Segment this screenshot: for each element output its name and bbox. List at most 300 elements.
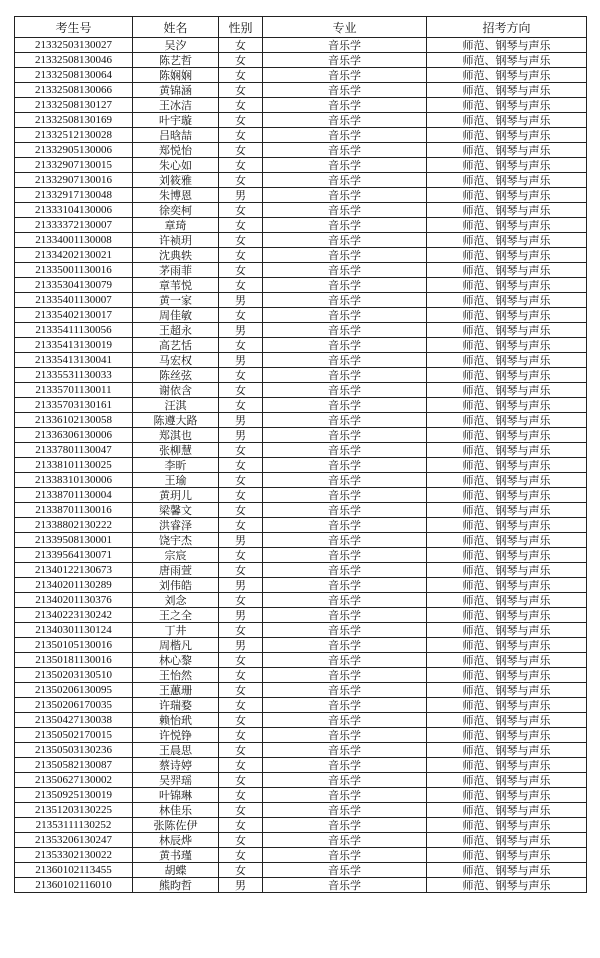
- gender-cell: 女: [219, 173, 263, 188]
- name-cell: 沈典轶: [133, 248, 219, 263]
- gender-cell: 女: [219, 443, 263, 458]
- exam-id-cell: 21353206130247: [15, 833, 133, 848]
- admission-list-table: [14, 16, 587, 893]
- gender-cell: 女: [219, 773, 263, 788]
- name-cell: 王晨思: [133, 743, 219, 758]
- name-cell: 马宏权: [133, 353, 219, 368]
- table-row: [15, 398, 587, 413]
- gender-cell: 女: [219, 803, 263, 818]
- table-row: [15, 98, 587, 113]
- major-cell: 音乐学: [263, 758, 427, 773]
- exam-id-cell: 21339508130001: [15, 533, 133, 548]
- major-cell: 音乐学: [263, 608, 427, 623]
- exam-id-cell: 21350925130019: [15, 788, 133, 803]
- major-cell: 音乐学: [263, 803, 427, 818]
- table-row: [15, 83, 587, 98]
- direction-cell: 师范、钢琴与声乐: [427, 263, 587, 278]
- major-cell: 音乐学: [263, 338, 427, 353]
- name-cell: 郑悦怡: [133, 143, 219, 158]
- major-cell: 音乐学: [263, 113, 427, 128]
- name-cell: 熊昀哲: [133, 878, 219, 893]
- direction-cell: 师范、钢琴与声乐: [427, 308, 587, 323]
- table-row: [15, 563, 587, 578]
- direction-cell: 师范、钢琴与声乐: [427, 98, 587, 113]
- gender-cell: 男: [219, 413, 263, 428]
- direction-cell: 师范、钢琴与声乐: [427, 728, 587, 743]
- table-row: [15, 248, 587, 263]
- name-cell: 叶宇璇: [133, 113, 219, 128]
- table-row: [15, 188, 587, 203]
- direction-cell: 师范、钢琴与声乐: [427, 38, 587, 53]
- major-cell: 音乐学: [263, 398, 427, 413]
- table-row: [15, 443, 587, 458]
- table-row: [15, 383, 587, 398]
- major-cell: 音乐学: [263, 683, 427, 698]
- exam-id-cell: 21335703130161: [15, 398, 133, 413]
- gender-cell: 女: [219, 338, 263, 353]
- gender-cell: 男: [219, 638, 263, 653]
- gender-cell: 女: [219, 488, 263, 503]
- gender-cell: 女: [219, 398, 263, 413]
- table-row: [15, 728, 587, 743]
- major-cell: 音乐学: [263, 473, 427, 488]
- gender-cell: 男: [219, 323, 263, 338]
- exam-id-cell: 21340201130376: [15, 593, 133, 608]
- exam-id-cell: 21350105130016: [15, 638, 133, 653]
- table-row: [15, 503, 587, 518]
- table-row: [15, 593, 587, 608]
- exam-id-cell: 21332905130006: [15, 143, 133, 158]
- direction-cell: 师范、钢琴与声乐: [427, 578, 587, 593]
- name-cell: 赖怡玳: [133, 713, 219, 728]
- gender-cell: 女: [219, 563, 263, 578]
- exam-id-cell: 21340223130242: [15, 608, 133, 623]
- name-cell: 朱博恩: [133, 188, 219, 203]
- exam-id-cell: 21335304130079: [15, 278, 133, 293]
- direction-cell: 师范、钢琴与声乐: [427, 518, 587, 533]
- table-row: [15, 113, 587, 128]
- major-cell: 音乐学: [263, 278, 427, 293]
- name-cell: 王之全: [133, 608, 219, 623]
- direction-cell: 师范、钢琴与声乐: [427, 803, 587, 818]
- exam-id-cell: 21350503130236: [15, 743, 133, 758]
- name-cell: 黄一家: [133, 293, 219, 308]
- exam-id-cell: 21360102116010: [15, 878, 133, 893]
- direction-cell: 师范、钢琴与声乐: [427, 443, 587, 458]
- direction-cell: 师范、钢琴与声乐: [427, 368, 587, 383]
- major-cell: 音乐学: [263, 773, 427, 788]
- name-cell: 胡蝶: [133, 863, 219, 878]
- gender-cell: 女: [219, 788, 263, 803]
- gender-cell: 女: [219, 623, 263, 638]
- direction-cell: 师范、钢琴与声乐: [427, 128, 587, 143]
- direction-cell: 师范、钢琴与声乐: [427, 323, 587, 338]
- table-row: [15, 143, 587, 158]
- header-name: 姓名: [133, 17, 219, 38]
- table-row: [15, 788, 587, 803]
- name-cell: 刘伟皓: [133, 578, 219, 593]
- name-cell: 汪淇: [133, 398, 219, 413]
- exam-id-cell: 21338701130016: [15, 503, 133, 518]
- name-cell: 刘筱雅: [133, 173, 219, 188]
- major-cell: 音乐学: [263, 128, 427, 143]
- name-cell: 王超永: [133, 323, 219, 338]
- major-cell: 音乐学: [263, 293, 427, 308]
- direction-cell: 师范、钢琴与声乐: [427, 68, 587, 83]
- exam-id-cell: 21340201130289: [15, 578, 133, 593]
- name-cell: 章琦: [133, 218, 219, 233]
- gender-cell: 女: [219, 683, 263, 698]
- name-cell: 谢依含: [133, 383, 219, 398]
- name-cell: 许瑞婺: [133, 698, 219, 713]
- gender-cell: 女: [219, 308, 263, 323]
- exam-id-cell: 21332508130066: [15, 83, 133, 98]
- major-cell: 音乐学: [263, 878, 427, 893]
- table-row: [15, 713, 587, 728]
- name-cell: 叶锦琳: [133, 788, 219, 803]
- major-cell: 音乐学: [263, 188, 427, 203]
- direction-cell: 师范、钢琴与声乐: [427, 383, 587, 398]
- exam-id-cell: 21335402130017: [15, 308, 133, 323]
- exam-id-cell: 21350427130038: [15, 713, 133, 728]
- gender-cell: 女: [219, 818, 263, 833]
- exam-id-cell: 21333372130007: [15, 218, 133, 233]
- name-cell: 周楷凡: [133, 638, 219, 653]
- major-cell: 音乐学: [263, 308, 427, 323]
- gender-cell: 女: [219, 248, 263, 263]
- table-row: [15, 683, 587, 698]
- exam-id-cell: 21332907130016: [15, 173, 133, 188]
- exam-id-cell: 21332907130015: [15, 158, 133, 173]
- table-row: [15, 263, 587, 278]
- major-cell: 音乐学: [263, 383, 427, 398]
- name-cell: 吕晗喆: [133, 128, 219, 143]
- table-row: [15, 323, 587, 338]
- gender-cell: 女: [219, 863, 263, 878]
- gender-cell: 女: [219, 158, 263, 173]
- major-cell: 音乐学: [263, 413, 427, 428]
- table-row: [15, 38, 587, 53]
- gender-cell: 女: [219, 113, 263, 128]
- name-cell: 黄锦涵: [133, 83, 219, 98]
- name-cell: 蔡诗婷: [133, 758, 219, 773]
- table-row: [15, 518, 587, 533]
- direction-cell: 师范、钢琴与声乐: [427, 548, 587, 563]
- name-cell: 高艺恬: [133, 338, 219, 353]
- table-row: [15, 173, 587, 188]
- exam-id-cell: 21338802130222: [15, 518, 133, 533]
- header-gender: 性别: [219, 17, 263, 38]
- gender-cell: 女: [219, 68, 263, 83]
- exam-id-cell: 21332503130027: [15, 38, 133, 53]
- gender-cell: 女: [219, 653, 263, 668]
- table-row: [15, 533, 587, 548]
- exam-id-cell: 21332512130028: [15, 128, 133, 143]
- exam-id-cell: 21350203130510: [15, 668, 133, 683]
- direction-cell: 师范、钢琴与声乐: [427, 473, 587, 488]
- table-row: [15, 428, 587, 443]
- name-cell: 林佳乐: [133, 803, 219, 818]
- table-row: [15, 233, 587, 248]
- name-cell: 李昕: [133, 458, 219, 473]
- name-cell: 黄玥儿: [133, 488, 219, 503]
- table-row: [15, 773, 587, 788]
- major-cell: 音乐学: [263, 38, 427, 53]
- exam-id-cell: 21332508130064: [15, 68, 133, 83]
- major-cell: 音乐学: [263, 593, 427, 608]
- major-cell: 音乐学: [263, 248, 427, 263]
- table-row: [15, 128, 587, 143]
- major-cell: 音乐学: [263, 428, 427, 443]
- gender-cell: 女: [219, 263, 263, 278]
- name-cell: 梁馨文: [133, 503, 219, 518]
- exam-id-cell: 21334202130021: [15, 248, 133, 263]
- major-cell: 音乐学: [263, 218, 427, 233]
- name-cell: 王蕙珊: [133, 683, 219, 698]
- direction-cell: 师范、钢琴与声乐: [427, 698, 587, 713]
- exam-id-cell: 21332508130169: [15, 113, 133, 128]
- table-row: [15, 53, 587, 68]
- name-cell: 茅雨菲: [133, 263, 219, 278]
- table-row: [15, 608, 587, 623]
- gender-cell: 女: [219, 383, 263, 398]
- name-cell: 章苇悦: [133, 278, 219, 293]
- major-cell: 音乐学: [263, 158, 427, 173]
- direction-cell: 师范、钢琴与声乐: [427, 593, 587, 608]
- direction-cell: 师范、钢琴与声乐: [427, 788, 587, 803]
- direction-cell: 师范、钢琴与声乐: [427, 668, 587, 683]
- direction-cell: 师范、钢琴与声乐: [427, 173, 587, 188]
- direction-cell: 师范、钢琴与声乐: [427, 758, 587, 773]
- name-cell: 徐奕柯: [133, 203, 219, 218]
- major-cell: 音乐学: [263, 503, 427, 518]
- direction-cell: 师范、钢琴与声乐: [427, 158, 587, 173]
- gender-cell: 女: [219, 368, 263, 383]
- exam-id-cell: 21335401130007: [15, 293, 133, 308]
- gender-cell: 女: [219, 278, 263, 293]
- name-cell: 林辰烨: [133, 833, 219, 848]
- exam-id-cell: 21350206130095: [15, 683, 133, 698]
- name-cell: 郑淇也: [133, 428, 219, 443]
- direction-cell: 师范、钢琴与声乐: [427, 818, 587, 833]
- major-cell: 音乐学: [263, 653, 427, 668]
- direction-cell: 师范、钢琴与声乐: [427, 278, 587, 293]
- table-row: [15, 218, 587, 233]
- gender-cell: 男: [219, 578, 263, 593]
- exam-id-cell: 21335001130016: [15, 263, 133, 278]
- table-row: [15, 68, 587, 83]
- direction-cell: 师范、钢琴与声乐: [427, 653, 587, 668]
- gender-cell: 女: [219, 743, 263, 758]
- table-row: [15, 758, 587, 773]
- direction-cell: 师范、钢琴与声乐: [427, 428, 587, 443]
- major-cell: 音乐学: [263, 638, 427, 653]
- major-cell: 音乐学: [263, 833, 427, 848]
- major-cell: 音乐学: [263, 788, 427, 803]
- exam-id-cell: 21351203130225: [15, 803, 133, 818]
- gender-cell: 男: [219, 353, 263, 368]
- name-cell: 陈遵大路: [133, 413, 219, 428]
- exam-id-cell: 21340122130673: [15, 563, 133, 578]
- table-row: [15, 863, 587, 878]
- name-cell: 张柳慧: [133, 443, 219, 458]
- major-cell: 音乐学: [263, 323, 427, 338]
- major-cell: 音乐学: [263, 818, 427, 833]
- exam-id-cell: 21335413130019: [15, 338, 133, 353]
- exam-id-cell: 21335531130033: [15, 368, 133, 383]
- name-cell: 刘念: [133, 593, 219, 608]
- gender-cell: 女: [219, 593, 263, 608]
- gender-cell: 男: [219, 293, 263, 308]
- table-row: [15, 638, 587, 653]
- exam-id-cell: 21353111130252: [15, 818, 133, 833]
- table-row: [15, 368, 587, 383]
- table-row: [15, 203, 587, 218]
- table-row: [15, 848, 587, 863]
- table-row: [15, 743, 587, 758]
- name-cell: 许悦铮: [133, 728, 219, 743]
- major-cell: 音乐学: [263, 83, 427, 98]
- exam-id-cell: 21338310130006: [15, 473, 133, 488]
- exam-id-cell: 21333104130006: [15, 203, 133, 218]
- direction-cell: 师范、钢琴与声乐: [427, 143, 587, 158]
- exam-id-cell: 21332508130127: [15, 98, 133, 113]
- direction-cell: 师范、钢琴与声乐: [427, 293, 587, 308]
- exam-id-cell: 21339564130071: [15, 548, 133, 563]
- exam-id-cell: 21336102130058: [15, 413, 133, 428]
- gender-cell: 女: [219, 38, 263, 53]
- gender-cell: 女: [219, 83, 263, 98]
- name-cell: 宗宸: [133, 548, 219, 563]
- gender-cell: 男: [219, 608, 263, 623]
- major-cell: 音乐学: [263, 713, 427, 728]
- gender-cell: 女: [219, 713, 263, 728]
- name-cell: 黄书瑾: [133, 848, 219, 863]
- major-cell: 音乐学: [263, 488, 427, 503]
- gender-cell: 女: [219, 758, 263, 773]
- direction-cell: 师范、钢琴与声乐: [427, 53, 587, 68]
- name-cell: 丁井: [133, 623, 219, 638]
- name-cell: 陈艺哲: [133, 53, 219, 68]
- direction-cell: 师范、钢琴与声乐: [427, 413, 587, 428]
- gender-cell: 男: [219, 428, 263, 443]
- name-cell: 吴羿瑶: [133, 773, 219, 788]
- table-row: [15, 458, 587, 473]
- exam-id-cell: 21334001130008: [15, 233, 133, 248]
- direction-cell: 师范、钢琴与声乐: [427, 608, 587, 623]
- exam-id-cell: 21337801130047: [15, 443, 133, 458]
- direction-cell: 师范、钢琴与声乐: [427, 113, 587, 128]
- direction-cell: 师范、钢琴与声乐: [427, 338, 587, 353]
- gender-cell: 女: [219, 128, 263, 143]
- gender-cell: 女: [219, 458, 263, 473]
- major-cell: 音乐学: [263, 578, 427, 593]
- major-cell: 音乐学: [263, 548, 427, 563]
- header-major: 专业: [263, 17, 427, 38]
- gender-cell: 女: [219, 518, 263, 533]
- major-cell: 音乐学: [263, 98, 427, 113]
- table-row: [15, 293, 587, 308]
- name-cell: 朱心如: [133, 158, 219, 173]
- direction-cell: 师范、钢琴与声乐: [427, 353, 587, 368]
- table-row: [15, 833, 587, 848]
- major-cell: 音乐学: [263, 848, 427, 863]
- gender-cell: 女: [219, 473, 263, 488]
- gender-cell: 女: [219, 548, 263, 563]
- direction-cell: 师范、钢琴与声乐: [427, 458, 587, 473]
- name-cell: 洪睿泽: [133, 518, 219, 533]
- direction-cell: 师范、钢琴与声乐: [427, 563, 587, 578]
- exam-id-cell: 21332508130046: [15, 53, 133, 68]
- gender-cell: 男: [219, 878, 263, 893]
- name-cell: 陈丝弦: [133, 368, 219, 383]
- table-row: [15, 338, 587, 353]
- exam-id-cell: 21340301130124: [15, 623, 133, 638]
- table-row: [15, 653, 587, 668]
- header-exam-id: 考生号: [15, 17, 133, 38]
- direction-cell: 师范、钢琴与声乐: [427, 683, 587, 698]
- table-row: [15, 473, 587, 488]
- table-row: [15, 818, 587, 833]
- gender-cell: 女: [219, 233, 263, 248]
- table-row: [15, 353, 587, 368]
- direction-cell: 师范、钢琴与声乐: [427, 503, 587, 518]
- gender-cell: 男: [219, 533, 263, 548]
- table-row: [15, 878, 587, 893]
- exam-id-cell: 21338701130004: [15, 488, 133, 503]
- name-cell: 周佳敏: [133, 308, 219, 323]
- gender-cell: 女: [219, 668, 263, 683]
- gender-cell: 女: [219, 728, 263, 743]
- direction-cell: 师范、钢琴与声乐: [427, 248, 587, 263]
- exam-id-cell: 21350206170035: [15, 698, 133, 713]
- direction-cell: 师范、钢琴与声乐: [427, 398, 587, 413]
- gender-cell: 女: [219, 503, 263, 518]
- exam-id-cell: 21335413130041: [15, 353, 133, 368]
- major-cell: 音乐学: [263, 233, 427, 248]
- gender-cell: 女: [219, 833, 263, 848]
- name-cell: 陈娴娴: [133, 68, 219, 83]
- major-cell: 音乐学: [263, 368, 427, 383]
- major-cell: 音乐学: [263, 563, 427, 578]
- major-cell: 音乐学: [263, 353, 427, 368]
- header-row: [15, 17, 587, 38]
- table-row: [15, 548, 587, 563]
- gender-cell: 女: [219, 203, 263, 218]
- table-row: [15, 803, 587, 818]
- table-row: [15, 578, 587, 593]
- exam-id-cell: 21332917130048: [15, 188, 133, 203]
- table-row: [15, 668, 587, 683]
- document: [14, 16, 586, 893]
- direction-cell: 师范、钢琴与声乐: [427, 743, 587, 758]
- gender-cell: 女: [219, 218, 263, 233]
- major-cell: 音乐学: [263, 533, 427, 548]
- exam-id-cell: 21353302130022: [15, 848, 133, 863]
- exam-id-cell: 21350582130087: [15, 758, 133, 773]
- gender-cell: 女: [219, 98, 263, 113]
- direction-cell: 师范、钢琴与声乐: [427, 83, 587, 98]
- gender-cell: 女: [219, 143, 263, 158]
- exam-id-cell: 21350502170015: [15, 728, 133, 743]
- name-cell: 饶宇杰: [133, 533, 219, 548]
- major-cell: 音乐学: [263, 698, 427, 713]
- exam-id-cell: 21360102113455: [15, 863, 133, 878]
- name-cell: 王瑜: [133, 473, 219, 488]
- table-row: [15, 308, 587, 323]
- direction-cell: 师范、钢琴与声乐: [427, 848, 587, 863]
- table-row: [15, 488, 587, 503]
